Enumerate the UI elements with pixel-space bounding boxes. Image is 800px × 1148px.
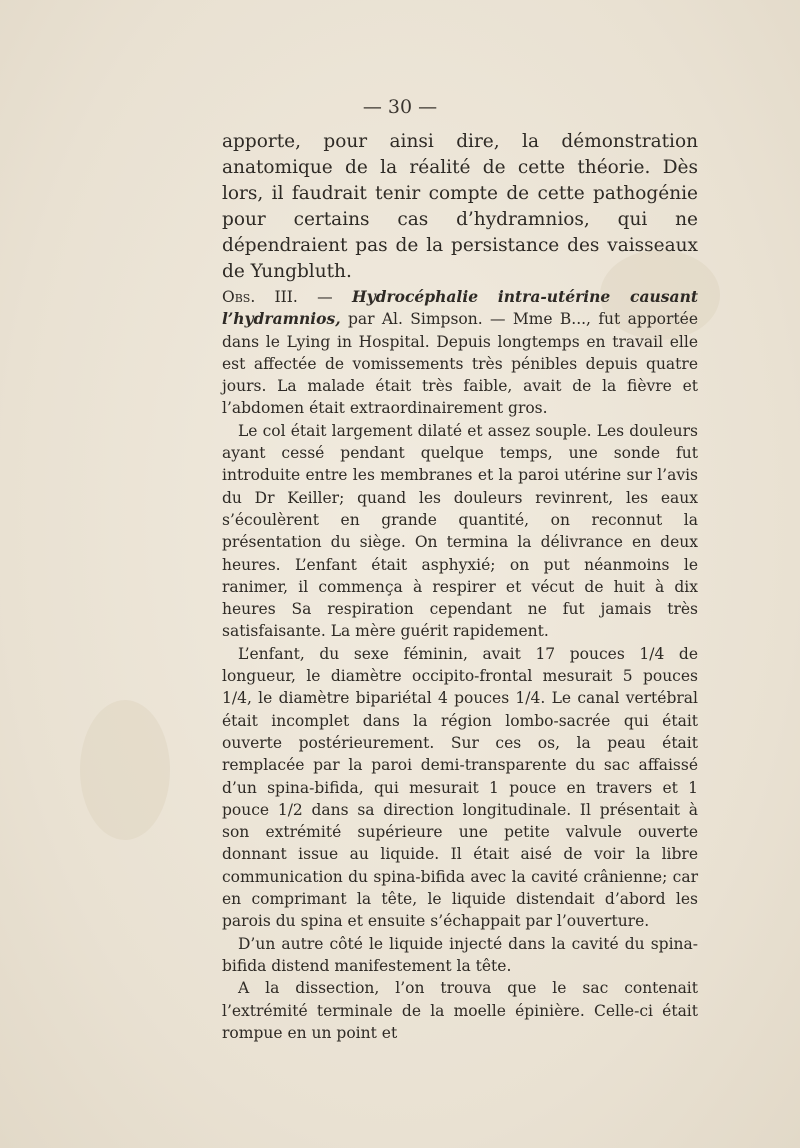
- observation-paragraph: Le col était largement dilaté et assez souple. Les douleurs ayant cessé pendant quelque temps, une sonde fut introduite entre les membranes et la paroi utérine sur l’avis du Dr Keiller; quand les douleurs revinrent, les eaux s’écoulèrent en grande quantité, on reconnut la présentation du siège. On termina la délivrance en deux heures. L’enfant était asphyxié; on put néanmoins le ranimer, il commença à respirer et vécut de huit à dix heures Sa respiration cependant ne fut jamais très satisfaisante. La mère guérit rapidement.: [222, 421, 698, 641]
- observation-title: Hydrocéphalie intra-utérine causant l’hydramnios,: [222, 287, 698, 329]
- observation-paragraph: D’un autre côté le liquide injecté dans la cavité du spina-bifida distend manifestement la tête.: [222, 934, 698, 975]
- observation-paragraph: A la dissection, l’on trouva que le sac contenait l’extrémité terminale de la moelle épinière. Celle-ci était rompue en un point et: [222, 979, 698, 1042]
- observation-label: Obs. III. —: [222, 288, 333, 306]
- observation-lead-text: par Al. Simpson. — Mme B..., fut apportée dans le Lying in Hospital. Depuis longtemps en travail elle est affectée de vomissements très pénibles depuis quatre jours. La malade était très faible, avait de la fièvre et l’abdomen était extraordinairement gros.: [222, 310, 698, 418]
- intro-paragraph: apporte, pour ainsi dire, la démonstration anatomique de la réalité de cette théorie. Dès lors, il faudrait tenir compte de cette pathogénie pour certains cas d’hydramnios, qui ne dépendraient pas de la persistance des vaisseaux de Yungbluth.: [222, 131, 698, 282]
- page-number: — 30 —: [362, 96, 438, 118]
- observation-block: [222, 286, 698, 1044]
- paper-stain: [80, 700, 170, 840]
- observation-paragraph: L’enfant, du sexe féminin, avait 17 pouces 1/4 de longueur, le diamètre occipito-frontal mesurait 5 pouces 1/4, le diamètre bipariétal 4 pouces 1/4. Le canal vertébral était incomplet dans la région lombo-sacrée qui était ouverte postérieurement. Sur ces os, la peau était remplacée par la paroi demi-transparente du sac affaissé d’un spina-bifida, qui mesurait 1 pouce en travers et 1 pouce 1/2 dans sa direction longitudinale. Il présentait à son extrémité supérieure une petite valvule ouverte donnant issue au liquide. Il était aisé de voir la libre communication du spina-bifida avec la cavité crânienne; car en comprimant la tête, le liquide distendait d’abord les parois du spina et ensuite s’échappait par l’ouverture.: [222, 644, 698, 931]
- observation-lead-paragraph: [222, 286, 698, 420]
